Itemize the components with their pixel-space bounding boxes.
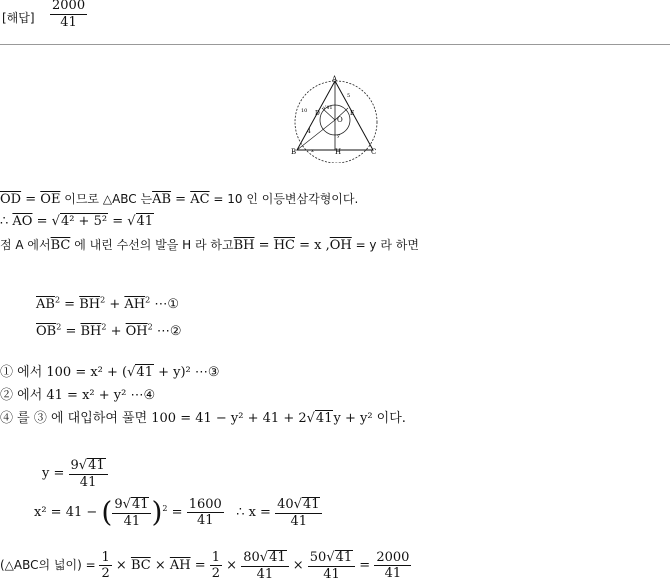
radicand: 41 <box>302 497 320 512</box>
seg-bh: $\overline{BH}$ <box>80 324 102 339</box>
label-4: 4 <box>307 128 311 135</box>
denominator: 41 <box>79 474 97 490</box>
x-squared-result: x² = 41 − ( $\frac{9√41}{41}$ )$^2$ = $\frac{1600}{41}$ ∴ x = $\frac{40√41}{41}$ <box>34 497 322 528</box>
denominator: 41 <box>290 513 308 529</box>
seg-oe: $\overline{OE}$ <box>40 192 61 207</box>
eq-sign: = <box>254 238 274 253</box>
eq-sign: = <box>25 192 37 207</box>
text: ④ 를 ③ 에 대입하여 풀면 100 = 41 − y² + 41 + 2 <box>0 411 307 426</box>
seg-ah: $\overline{AH}$ <box>169 558 191 574</box>
seg-hc: $\overline{HC}$ <box>273 238 295 253</box>
label-y: y <box>337 133 340 139</box>
seg-bh: $\overline{BH}$ <box>233 238 255 253</box>
label-sqrt41: √41 <box>323 105 333 111</box>
sqrt: √41 <box>127 365 153 380</box>
text: = y 라 하면 <box>351 238 419 252</box>
label-b: B <box>291 148 297 156</box>
answer-numerator: 2000 <box>52 0 86 13</box>
label-h: H <box>335 148 342 156</box>
sqrt: √41 <box>326 550 353 565</box>
seg-ac: $\overline{AC}$ <box>190 192 210 207</box>
coef: 9 <box>70 458 79 473</box>
seg-bc: $\overline{BC}$ <box>50 238 71 253</box>
radicand: 41 <box>315 411 333 426</box>
denominator: 2 <box>211 566 221 582</box>
label-a: A <box>332 75 338 83</box>
seg-ob: $\overline{OB}$ <box>36 324 57 339</box>
answer-denominator: 41 <box>60 14 77 30</box>
radicand: 41 <box>131 497 149 512</box>
tag: ⋯① <box>154 297 179 312</box>
radicand: 41 <box>335 550 353 565</box>
text: ① 에서 100 = x² + ( <box>0 365 128 380</box>
area-result <box>0 550 411 581</box>
text: 에 내린 수선의 발을 H 라 하고 <box>70 238 234 252</box>
numerator: 2000 <box>376 549 410 565</box>
label-5: 5 <box>347 93 351 99</box>
answer-fraction <box>50 0 87 29</box>
sqrt: √41 <box>78 458 105 473</box>
line-isosceles <box>0 190 358 207</box>
eq-sign: = <box>355 558 375 574</box>
numerator: 1600 <box>188 496 222 512</box>
times-sign: × <box>222 558 242 574</box>
equation-1: $\overline{AB}^2 = \overline{BH}^2 + \overline{AH}^2$ ⋯① <box>36 295 179 312</box>
eq-sign: = <box>167 505 187 521</box>
coef: 80 <box>243 550 260 565</box>
sqrt: √41 <box>259 550 286 565</box>
times-sign: × <box>111 558 131 574</box>
label-o: O <box>337 116 343 124</box>
step-1 <box>0 361 220 380</box>
text: 이므로 △ABC 는 <box>60 192 153 206</box>
radicand: 41 <box>136 214 154 229</box>
seg-ah: $\overline{AH}$ <box>124 297 146 312</box>
sqrt: √41 <box>122 497 149 512</box>
denominator: 41 <box>384 566 402 582</box>
times-sign: × <box>150 558 170 574</box>
radicand: 41 <box>269 550 286 565</box>
therefore-sign: ∴ <box>0 214 9 229</box>
segment-ob <box>297 120 335 150</box>
denominator: 41 <box>123 513 141 529</box>
sqrt: √41 <box>306 411 333 426</box>
eq-sign: = <box>190 558 210 574</box>
seg-oh: $\overline{OH}$ <box>329 238 352 253</box>
line-ao <box>0 213 154 229</box>
text: = 10 인 이등변삼각형이다. <box>209 192 359 206</box>
step-2: ② 에서 41 = x² + y² ⋯④ <box>0 388 156 403</box>
lhs: (△ABC의 넓이) = <box>0 558 100 573</box>
radicand: 41 <box>88 458 105 473</box>
denominator: 41 <box>196 513 214 529</box>
seg-ao: $\overline{AO}$ <box>12 214 33 229</box>
seg-ab: $\overline{AB}$ <box>36 297 55 312</box>
label-10: 10 <box>301 108 308 114</box>
step-3 <box>0 407 406 426</box>
seg-oh: $\overline{OH}$ <box>125 324 148 339</box>
radicand: 41 <box>136 365 153 380</box>
sqrt: √41 <box>127 214 154 229</box>
seg-bh: $\overline{BH}$ <box>79 297 101 312</box>
lhs: ∴ x = <box>236 505 276 521</box>
text: = x , <box>294 238 330 253</box>
triangle-circle-figure <box>288 75 384 163</box>
label-c: C <box>371 148 377 156</box>
seg-bc: $\overline{BC}$ <box>130 558 151 574</box>
lhs: x² = 41 − <box>34 505 98 521</box>
seg-ab: $\overline{AB}$ <box>152 192 172 207</box>
line-setup <box>0 236 419 253</box>
tag: ⋯② <box>156 324 182 339</box>
denominator: 2 <box>101 566 110 582</box>
times-sign: × <box>288 558 308 574</box>
radicand: 4² + 5² <box>60 214 108 229</box>
text: 점 A 에서 <box>0 238 51 252</box>
denominator: 41 <box>323 566 340 582</box>
numerator: 1 <box>101 549 110 565</box>
coef: 9 <box>114 497 123 512</box>
y-result <box>42 458 108 489</box>
lhs: y = <box>42 466 69 482</box>
numerator: 1 <box>211 549 221 565</box>
text: y + y² 이다. <box>333 411 406 426</box>
sqrt: √4² + 5² <box>51 214 108 229</box>
eq-sign: = <box>32 214 52 229</box>
eq-sign: = <box>108 214 128 229</box>
eq-sign: = <box>171 192 191 207</box>
divider <box>0 44 670 45</box>
label-e: E <box>350 110 355 117</box>
sqrt: √41 <box>293 497 320 512</box>
equation-2: $\overline{OB}^2 = \overline{BH}^2 + \overline{OH}^2$ ⋯② <box>36 322 182 339</box>
label-x: x <box>311 148 314 154</box>
coef: 50 <box>309 550 327 565</box>
text: + y)² ⋯③ <box>153 365 220 380</box>
answer-label: [해답] <box>2 11 35 25</box>
exponent: 2 <box>162 503 168 513</box>
seg-od: $\overline{OD}$ <box>0 192 22 207</box>
coef: 40 <box>277 497 294 512</box>
denominator: 41 <box>256 566 274 582</box>
label-d: D <box>315 110 320 117</box>
